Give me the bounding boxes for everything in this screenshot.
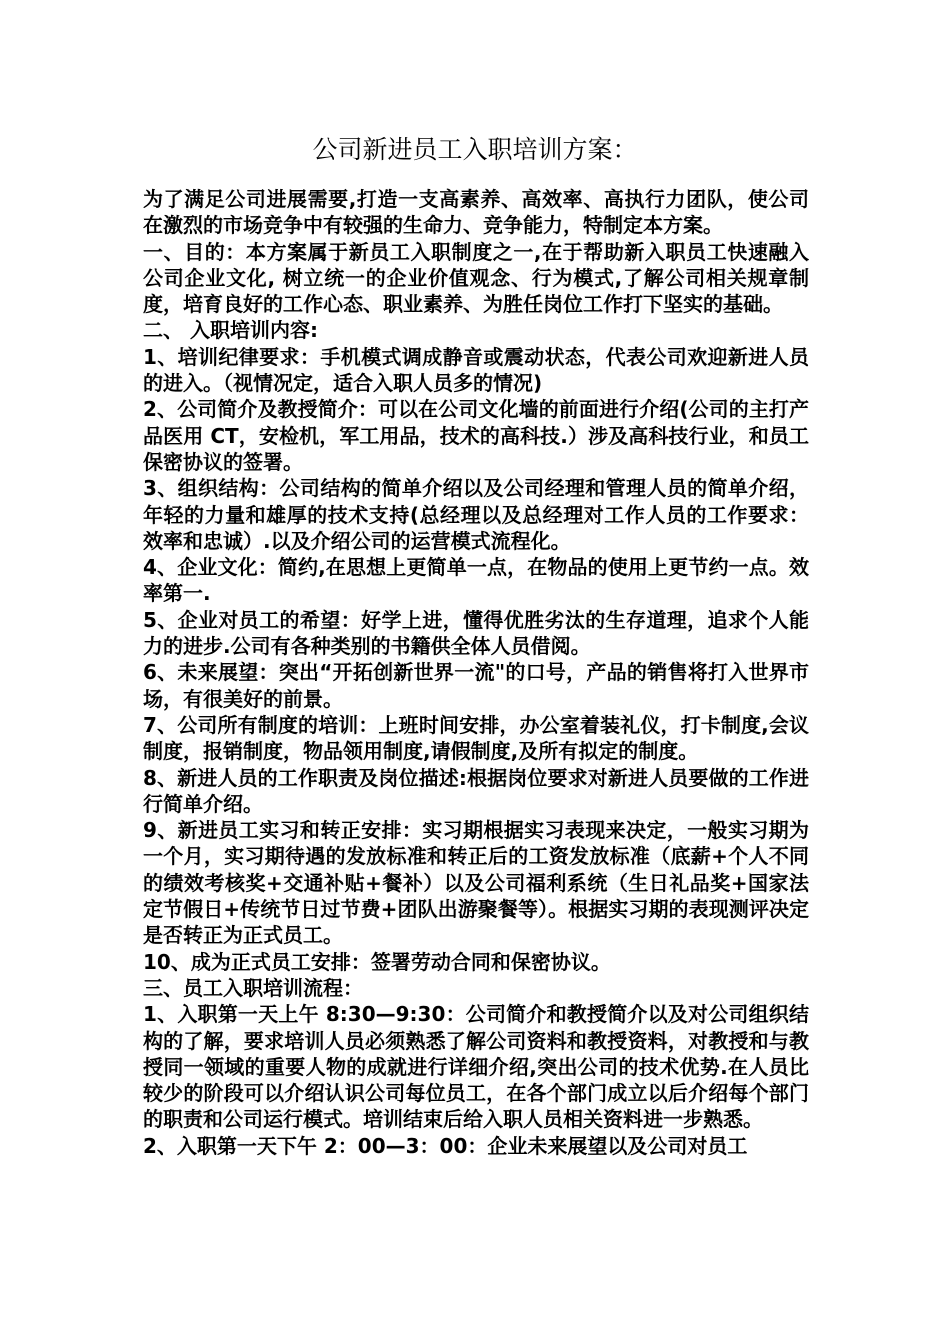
document-body [143,186,809,1159]
paragraph-process-1: 1、入职第一天上午 8:30—9:30：公司简介和教授简介以及对公司组织结构的了解，要求培训人员必须熟悉了解公司资料和教授资料，对教授和与教授同一领域的重要人物的成就进行详细介绍,突出公司的技术优势.在人员比较少的阶段可以介绍认识公司每位员工，在各个部门成立以后介绍每个部门的职责和公司运行模式。培训结束后给入职人员相关资料进一步熟悉。 [143,1002,809,1132]
section-heading-process: 三、员工入职培训流程： [143,975,363,1000]
paragraph-purpose: 一、目的：本方案属于新员工入职制度之一,在于帮助新入职员工快速融入公司企业文化, 树立统一的企业价值观念、行为模式,了解公司相关规章制度，培育良好的工作心态、职业素养、为胜任岗位工作打下坚实的基础。 [143,239,809,317]
section-heading-content: 二、 入职培训内容: [143,318,318,343]
document-title: 公司新进员工入职培训方案： [312,135,638,164]
paragraph-item-4: 4、企业文化：简约,在思想上更简单一点，在物品的使用上更节约一点。效率第一. [143,555,809,606]
paragraph-item-3: 3、组织结构：公司结构的简单介绍以及公司经理和管理人员的简单介绍，年轻的力量和雄厚的技术支持(总经理以及总经理对工作人员的工作要求：效率和忠诚）.以及介绍公司的运营模式流程化。 [143,476,809,553]
paragraph-item-5: 5、企业对员工的希望：好学上进，懂得优胜劣汰的生存道理，追求个人能力的进步.公司有各种类别的书籍供全体人员借阅。 [143,607,809,659]
paragraph-item-2: 2、公司简介及教授简介：可以在公司文化墙的前面进行介绍(公司的主打产品医用 CT，安检机，军工用品，技术的高科技.）涉及高科技行业，和员工保密协议的签署。 [143,397,809,474]
paragraph-item-10: 10、成为正式员工安排：签署劳动合同和保密协议。 [143,949,611,974]
paragraph-intro: 为了满足公司进展需要,打造一支高素养、高效率、高执行力团队，使公司在激烈的市场竞争中有较强的生命力、竞争能力，特制定本方案。 [143,187,809,238]
paragraph-item-1: 1、培训纪律要求：手机模式调成静音或震动状态，代表公司欢迎新进人员的进入。（视情况定，适合入职人员多的情况) [143,344,809,396]
paragraph-item-8: 8、新进人员的工作职责及岗位描述:根据岗位要求对新进人员要做的工作进行简单介绍。 [143,765,809,816]
paragraph-item-6: 6、未来展望：突出“开拓创新世界一流"的口号，产品的销售将打入世界市场，有很美好的前景。 [143,660,809,711]
paragraph-process-2: 2、入职第一天下午 2：00—3：00：企业未来展望以及公司对员工 [143,1133,748,1158]
paragraph-item-7: 7、公司所有制度的培训：上班时间安排，办公室着装礼仪，打卡制度,会议制度，报销制度，物品领用制度,请假制度,及所有拟定的制度。 [143,712,809,764]
paragraph-item-9: 9、新进员工实习和转正安排：实习期根据实习表现来决定，一般实习期为一个月，实习期待遇的发放标准和转正后的工资发放标准（底薪+个人不同的绩效考核奖+交通补贴+餐补）以及公司福利系统（生日礼品奖+国家法定节假日+传统节日过节费+团队出游聚餐等）。根据实习期的表现测评决定是否转正为正式员工。 [143,818,809,948]
